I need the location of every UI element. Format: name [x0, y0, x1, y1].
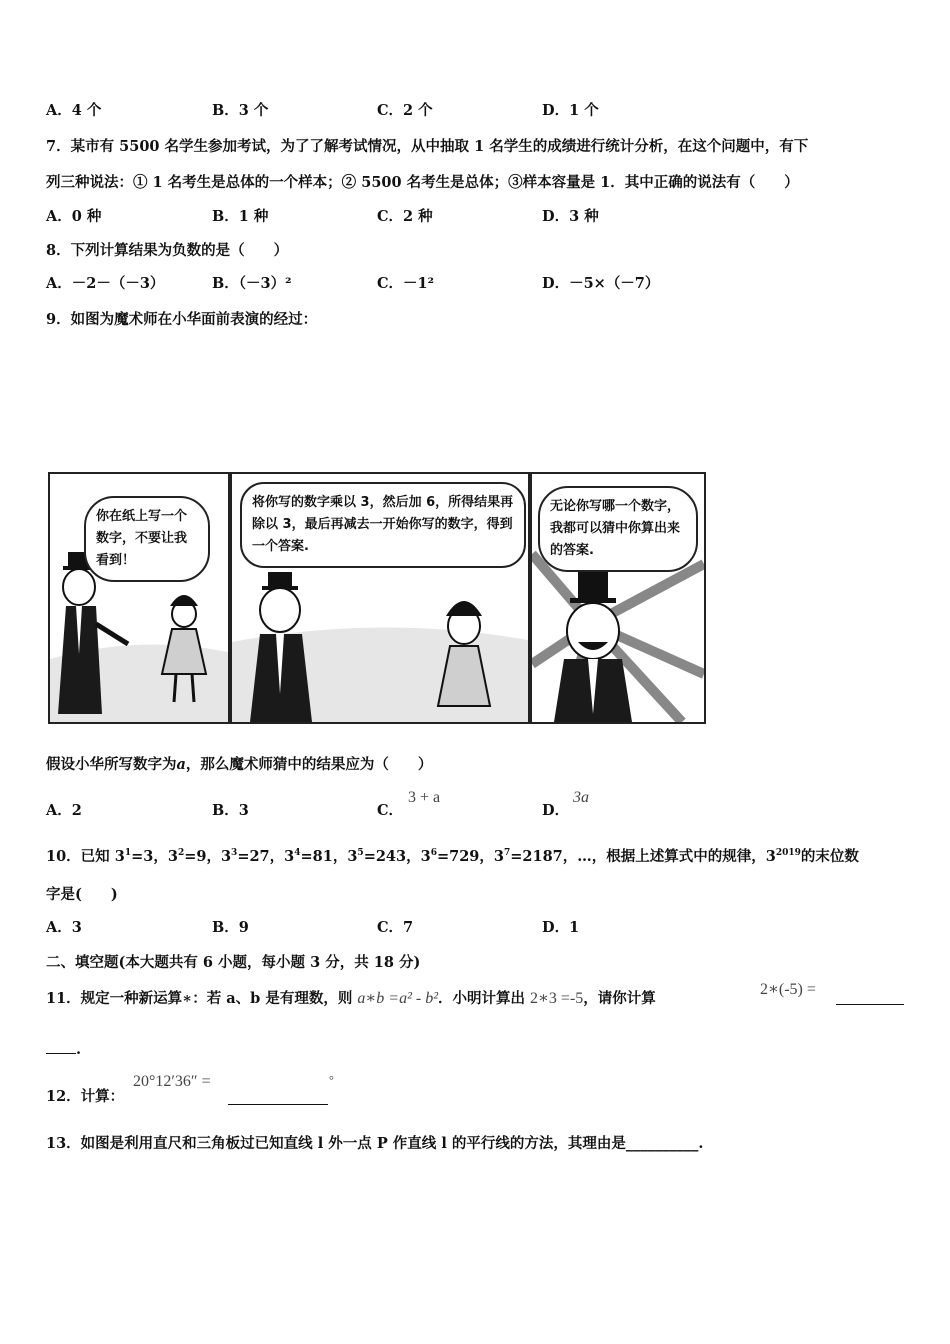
q7-option-b: B．1 种 — [212, 208, 269, 225]
q10-power-base: 3 — [347, 848, 358, 865]
q10-power-base: 3 — [220, 848, 232, 865]
q10-power-exp: 2 — [177, 848, 185, 859]
q12-label: 12．计算： — [46, 1088, 125, 1105]
q11-end: . — [76, 1041, 82, 1058]
q10-option-b: B．9 — [212, 919, 249, 936]
q12-expr: 20°12′36″ = — [133, 1073, 211, 1090]
q8-option-c: C．－1² — [377, 275, 434, 292]
q11-answer-blank-1[interactable] — [836, 990, 904, 1005]
comic-panel-3 — [530, 472, 706, 724]
q8-option-a: A．－2－（－3） — [46, 275, 165, 292]
q11-definition: a∗b =a² - b² — [357, 990, 438, 1007]
q7-option-a: A．0 种 — [46, 208, 102, 225]
q11-prefix: 11．规定一种新运算∗：若 a、b 是有理数，则 — [46, 990, 353, 1007]
q13-stem: 13．如图是利用直尺和三角板过已知直线 l 外一点 P 作直线 l 的平行线的方法，其理由是__________. — [46, 1135, 704, 1152]
comic-panel-1 — [48, 472, 230, 724]
q7-option-c: C．2 种 — [377, 208, 433, 225]
q9-question-suffix: ，那么魔术师猜中的结果应为（ ） — [185, 756, 433, 773]
q10-power-value: =729， — [436, 848, 494, 865]
q6-option-b: B．3 个 — [212, 102, 269, 119]
q10-stem-line2: 字是( ) — [46, 886, 118, 903]
q9-option-d-expr: 3a — [573, 789, 589, 806]
q11-ask: 2∗(-5) = — [760, 981, 816, 998]
q10-option-c: C．7 — [377, 919, 414, 936]
q10-power-exp: 5 — [357, 848, 364, 859]
q9-variable: a — [176, 756, 186, 773]
q10-power-value: =2187， — [510, 848, 578, 865]
q10-prefix: 10．已知 — [46, 848, 115, 865]
q8-option-b: B．（－3）² — [212, 275, 292, 292]
q10-power-exp: 6 — [430, 848, 437, 859]
q10-power-value: =243， — [363, 848, 421, 865]
comic-bubble-3: 无论你写哪一个数字，我都可以猜中你算出来的答案. — [538, 486, 698, 572]
q10-power-base: 3 — [420, 848, 431, 865]
q7-stem-line1: 7．某市有 5500 名学生参加考试，为了了解考试情况，从中抽取 1 名学生的成绩进行统计分析，在这个问题中，有下 — [46, 138, 809, 155]
q10-option-a: A．3 — [46, 919, 82, 936]
comic-bubble-2: 将你写的数字乘以 3，然后加 6，所得结果再除以 3，最后再减去一开始你写的数字，得到一个答案. — [240, 482, 526, 568]
q8-option-d: D．－5×（－7） — [542, 275, 660, 292]
q11-mid: ．小明计算出 — [437, 990, 525, 1007]
q9-option-c: C． — [377, 802, 404, 819]
q10-suffix: 的末位数 — [800, 848, 859, 865]
magician-comic — [48, 472, 704, 722]
q10-powers — [115, 848, 578, 865]
comic-panel-2 — [230, 472, 530, 724]
q10-power-exp: 7 — [503, 848, 511, 859]
q11-line1 — [46, 989, 656, 1009]
q10-power-base: 3 — [493, 848, 504, 865]
q10-power-base: 3 — [114, 848, 125, 865]
q6-option-a: A．4 个 — [46, 102, 102, 119]
q9-option-b: B．3 — [212, 802, 249, 819]
q12-unit: ° — [329, 1073, 334, 1087]
section2-title: 二、填空题(本大题共有 6 小题，每小题 3 分，共 18 分) — [46, 954, 421, 971]
q10-power-value: =9， — [184, 848, 221, 865]
q11-line2 — [46, 1039, 81, 1060]
q7-stem-line2: 列三种说法：① 1 名考生是总体的一个样本；② 5500 名考生是总体；③样本容量是 1．其中正确的说法有（ ） — [46, 174, 799, 191]
comic-bubble-1: 你在纸上写一个数字，不要让我看到！ — [84, 496, 210, 582]
q11-answer-blank-2[interactable] — [46, 1039, 76, 1054]
q10-middle: …，根据上述算式中的规律， — [577, 848, 766, 865]
q6-option-c: C．2 个 — [377, 102, 433, 119]
q10-power-value: =3， — [131, 848, 168, 865]
q10-power-exp: 1 — [124, 848, 132, 859]
q7-option-d: D．3 种 — [542, 208, 599, 225]
q12-answer-blank[interactable] — [228, 1090, 328, 1105]
q8-stem: 8．下列计算结果为负数的是（ ） — [46, 242, 289, 259]
q10-power-exp: 4 — [294, 848, 301, 859]
q9-option-c-expr: 3 + a — [408, 789, 441, 806]
q10-power-value: =27， — [237, 848, 285, 865]
q10-target-base: 3 — [765, 848, 776, 865]
q10-power-exp: 3 — [231, 848, 238, 859]
q10-power-base: 3 — [284, 848, 295, 865]
q9-question-prefix: 假设小华所写数字为 — [46, 756, 177, 773]
q6-option-d: D．1 个 — [542, 102, 599, 119]
q11-mid2: ，请你计算 — [583, 990, 656, 1007]
q11-example: 2∗3 =-5 — [530, 990, 584, 1007]
q10-power-value: =81， — [300, 848, 348, 865]
q10-option-d: D．1 — [542, 919, 580, 936]
q9-option-d: D． — [542, 802, 570, 819]
q9-question — [46, 755, 432, 775]
q10-power-base: 3 — [167, 848, 178, 865]
q9-stem: 9．如图为魔术师在小华面前表演的经过： — [46, 311, 318, 328]
q10-target-exp: 2019 — [775, 848, 801, 859]
q10-stem-line1 — [46, 847, 859, 867]
q9-option-a: A．2 — [46, 802, 82, 819]
